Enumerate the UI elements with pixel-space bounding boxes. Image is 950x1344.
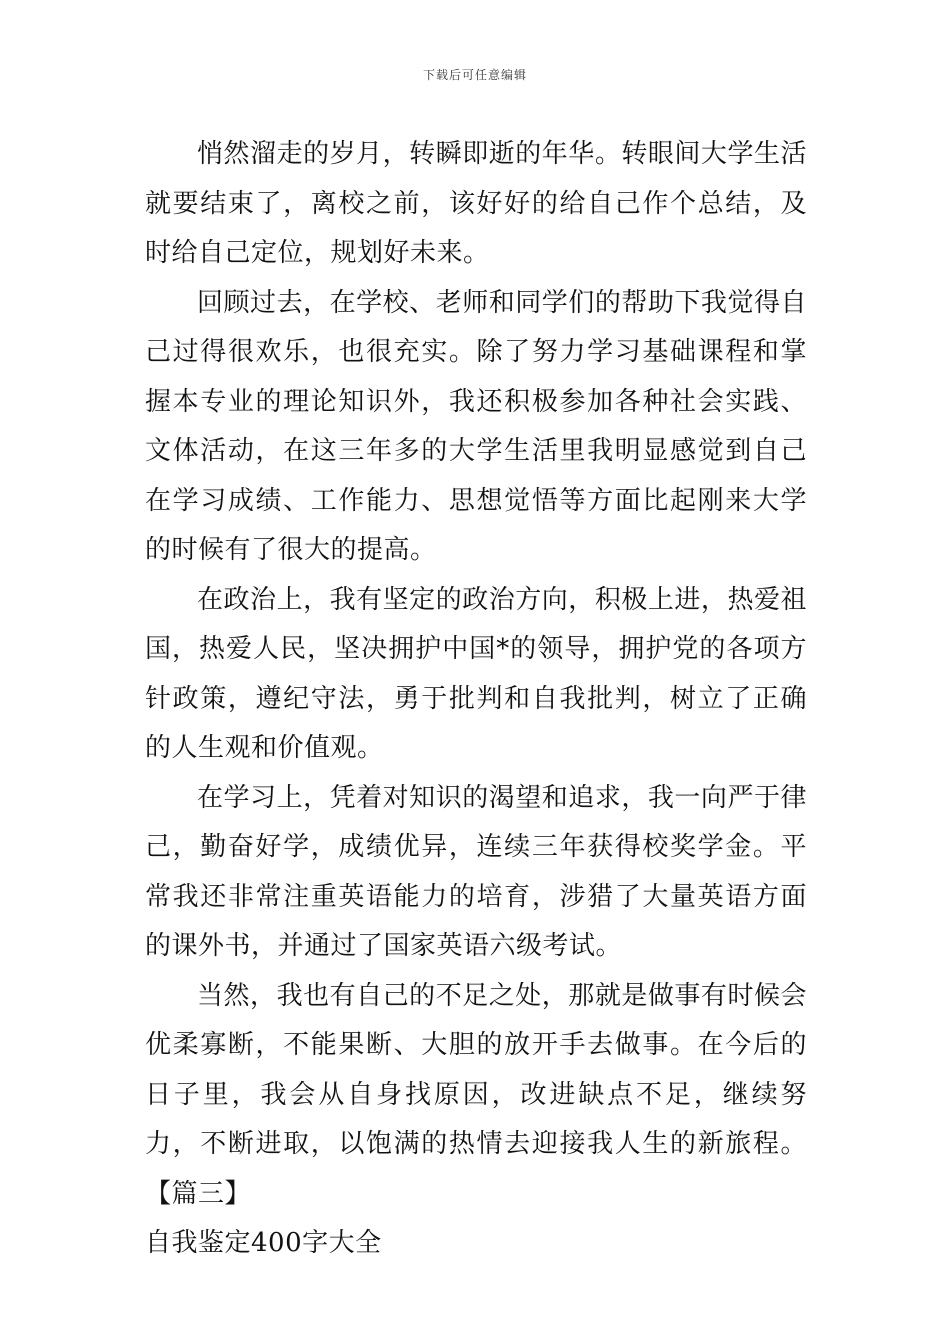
paragraph-study: 在学习上，凭着对知识的渴望和追求，我一向严于律己，勤奋好学，成绩优异，连续三年获得校奖学金。平常我还非常注重英语能力的培育，涉猎了大量英语方面的课外书，并通过了国家英语六级考试。 bbox=[145, 782, 807, 961]
document-body bbox=[145, 130, 807, 1269]
section-heading: 自我鉴定400字大全 bbox=[145, 1228, 382, 1258]
paragraph-politics: 在政治上，我有坚定的政治方向，积极上进，热爱祖国，热爱人民，坚决拥护中国*的领导，拥护党的各项方针政策，遵纪守法，勇于批判和自我批判，树立了正确的人生观和价值观。 bbox=[145, 584, 807, 763]
paragraph-review: 回顾过去，在学校、老师和同学们的帮助下我觉得自己过得很欢乐，也很充实。除了努力学习基础课程和掌握本专业的理论知识外，我还积极参加各种社会实践、文体活动，在这三年多的大学生活里我明显感觉到自己在学习成绩、工作能力、思想觉悟等方面比起刚来大学的时候有了很大的提高。 bbox=[145, 287, 807, 565]
header-note: 下载后可任意编辑 bbox=[422, 68, 527, 82]
paragraph-shortcomings: 当然，我也有自己的不足之处，那就是做事有时候会优柔寡断，不能果断、大胆的放开手去做事。在今后的日子里，我会从自身找原因，改进缺点不足，继续努力，不断进取，以饱满的热情去迎接我人生的新旅程。【篇三】 bbox=[145, 980, 807, 1209]
paragraph-intro: 悄然溜走的岁月，转瞬即逝的年华。转眼间大学生活就要结束了，离校之前，该好好的给自己作个总结，及时给自己定位，规划好未来。 bbox=[145, 139, 807, 268]
